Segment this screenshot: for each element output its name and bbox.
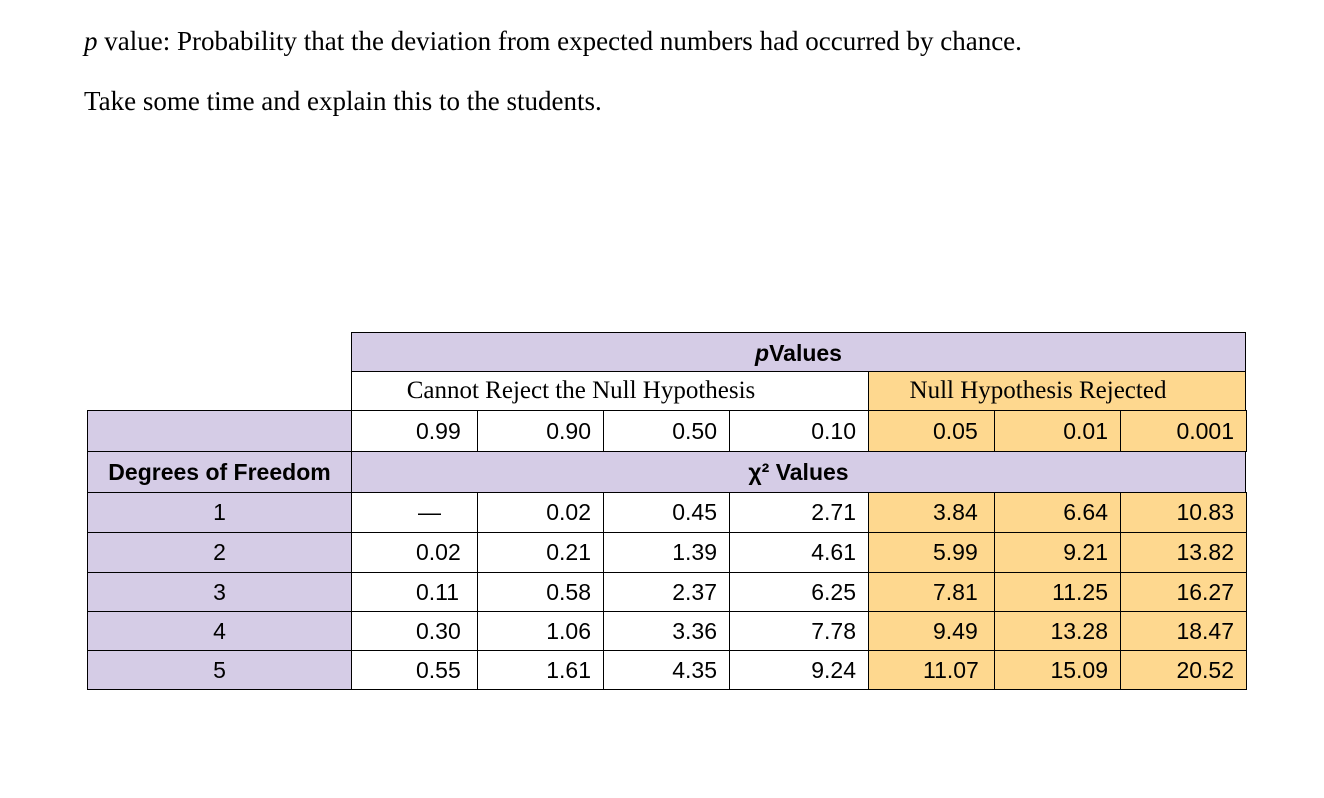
p-value-cell: 0.50 (603, 410, 730, 452)
chi-value-cell: 2.37 (603, 572, 730, 612)
chi-value-cell: 3.36 (603, 611, 730, 651)
chi-value-cell: 18.47 (1120, 611, 1247, 651)
chi-value-cell: 13.28 (994, 611, 1121, 651)
chi-value-cell: 4.61 (729, 532, 869, 573)
chi-value-cell: 9.21 (994, 532, 1121, 573)
chi-value-cell: 20.52 (1120, 650, 1247, 690)
p-value-cell: 0.01 (994, 410, 1121, 452)
empty-header-cell (87, 410, 352, 452)
definition-text (84, 26, 1022, 57)
chi-value-cell: 3.84 (868, 492, 995, 533)
chi-value-cell: 5.99 (868, 532, 995, 573)
p-value-cell: 0.05 (868, 410, 995, 452)
chi-value-cell: 2.71 (729, 492, 869, 533)
chi-value-cell: 1.39 (603, 532, 730, 573)
chi-value-cell: 6.25 (729, 572, 869, 612)
degrees-of-freedom-cell: 5 (87, 650, 352, 690)
chi-value-cell: 0.30 (351, 611, 478, 651)
chi-value-cell: 16.27 (1120, 572, 1247, 612)
p-value-cell: 0.001 (1120, 410, 1247, 452)
p-value-cell: 0.99 (351, 410, 478, 452)
chi-value-cell: 7.78 (729, 611, 869, 651)
chi-value-cell: 9.49 (868, 611, 995, 651)
chi-value-cell: 11.07 (868, 650, 995, 690)
chi-value-cell: 1.06 (477, 611, 604, 651)
p-values-header: p Values (351, 332, 1246, 372)
degrees-of-freedom-header: Degrees of Freedom (87, 451, 352, 493)
definition-rest: value: Probability that the deviation from expected numbers had occurred by chance. (97, 26, 1022, 56)
chi-values-header: χ² Values (351, 451, 1246, 493)
degrees-of-freedom-cell: 2 (87, 532, 352, 573)
chi-value-cell: 15.09 (994, 650, 1121, 690)
chi-value-cell: 0.21 (477, 532, 604, 573)
chi-value-cell: 1.61 (477, 650, 604, 690)
degrees-of-freedom-cell: 1 (87, 492, 352, 533)
p-symbol: p (84, 26, 98, 56)
chi-value-cell: 0.55 (351, 650, 478, 690)
p-value-cell: 0.90 (477, 410, 604, 452)
chi-value-cell: 13.82 (1120, 532, 1247, 573)
cannot-reject-header: Cannot Reject the Null Hypothesis (351, 371, 869, 411)
chi-value-cell: — (351, 492, 478, 533)
chi-value-cell: 10.83 (1120, 492, 1247, 533)
chi-value-cell: 0.02 (477, 492, 604, 533)
degrees-of-freedom-cell: 4 (87, 611, 352, 651)
chi-value-cell: 6.64 (994, 492, 1121, 533)
chi-value-cell: 0.11 (351, 572, 478, 612)
chi-value-cell: 9.24 (729, 650, 869, 690)
instruction-text: Take some time and explain this to the students. (84, 86, 602, 116)
chi-value-cell: 4.35 (603, 650, 730, 690)
chi-value-cell: 0.02 (351, 532, 478, 573)
chi-value-cell: 7.81 (868, 572, 995, 612)
null-rejected-header: Null Hypothesis Rejected (868, 371, 1246, 411)
chi-value-cell: 0.45 (603, 492, 730, 533)
chi-value-cell: 0.58 (477, 572, 604, 612)
degrees-of-freedom-cell: 3 (87, 572, 352, 612)
p-value-cell: 0.10 (729, 410, 869, 452)
chi-value-cell: 11.25 (994, 572, 1121, 612)
